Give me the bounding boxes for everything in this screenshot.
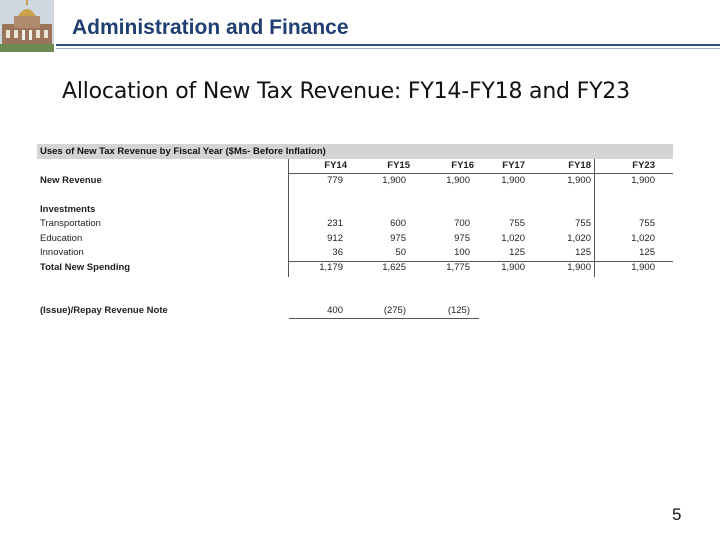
table-cell: 1,020 <box>567 232 591 244</box>
table-cell: 779 <box>327 174 343 186</box>
table-cell: 700 <box>454 218 470 229</box>
table-row-education <box>37 232 673 247</box>
table-cell: 1,900 <box>631 261 655 273</box>
table-cell: 36 <box>332 247 343 258</box>
row-label: Transportation <box>40 218 101 229</box>
tax-revenue-table <box>37 144 673 319</box>
table-cell: 975 <box>390 232 406 244</box>
row-label: Education <box>40 232 83 244</box>
table-cell: 1,775 <box>446 261 470 273</box>
state-house-logo <box>0 0 54 52</box>
table-cell: 975 <box>454 232 470 244</box>
table-cell: (275) <box>383 305 406 316</box>
year-label: FY15 <box>387 160 410 171</box>
table-cell: (125) <box>447 305 470 316</box>
table-cell: 1,179 <box>319 261 343 273</box>
table-cell: 400 <box>327 305 343 316</box>
table-cell: 1,900 <box>382 174 406 186</box>
slide-header <box>0 0 720 52</box>
table-cell: 1,900 <box>631 174 655 186</box>
table-cell: 755 <box>509 218 525 229</box>
note-underline <box>289 318 479 319</box>
year-label: FY23 <box>632 160 655 171</box>
year-label: FY16 <box>451 160 474 171</box>
year-header-row <box>37 159 673 174</box>
department-name: Administration and Finance <box>72 16 349 39</box>
row-label: Innovation <box>40 247 84 258</box>
table-caption: Uses of New Tax Revenue by Fiscal Year ($Ms- Before Inflation) <box>37 144 673 159</box>
table-cell: 755 <box>575 218 591 229</box>
table-cell: 125 <box>639 247 655 258</box>
table-row-revenue-note <box>37 304 673 319</box>
table-row-total-new-spending <box>37 261 673 276</box>
table-cell: 1,900 <box>501 174 525 186</box>
table-cell: 231 <box>327 218 343 229</box>
spacer-row <box>37 275 673 290</box>
table-cell: 1,900 <box>501 261 525 273</box>
table-row-new-revenue <box>37 174 673 189</box>
slide-title: Allocation of New Tax Revenue: FY14-FY18 and FY23 <box>62 79 630 104</box>
table-cell: 100 <box>454 247 470 258</box>
table-cell: 125 <box>509 247 525 258</box>
table-cell: 1,900 <box>446 174 470 186</box>
year-label: FY18 <box>568 160 591 171</box>
table-row-investments <box>37 203 673 218</box>
table-row-transportation <box>37 217 673 232</box>
table-cell: 1,900 <box>567 261 591 273</box>
header-divider <box>56 44 720 46</box>
spacer-row <box>37 188 673 203</box>
row-label: New Revenue <box>40 174 102 186</box>
table-cell: 912 <box>327 232 343 244</box>
table-cell: 125 <box>575 247 591 258</box>
table-cell: 755 <box>639 218 655 229</box>
table-cell: 600 <box>390 218 406 229</box>
spacer-row <box>37 290 673 305</box>
table-cell: 1,020 <box>501 232 525 244</box>
table-row-innovation <box>37 246 673 261</box>
page-number: 5 <box>672 505 682 524</box>
row-label: Investments <box>40 203 96 215</box>
year-label: FY14 <box>324 160 347 171</box>
table-cell: 1,625 <box>382 261 406 273</box>
table-cell: 1,020 <box>631 232 655 244</box>
row-label: (Issue)/Repay Revenue Note <box>40 305 168 316</box>
year-label: FY17 <box>502 160 525 171</box>
table-cell: 1,900 <box>567 174 591 186</box>
header-divider-thin <box>56 48 720 49</box>
row-label: Total New Spending <box>40 261 131 273</box>
table-cell: 50 <box>395 247 406 258</box>
